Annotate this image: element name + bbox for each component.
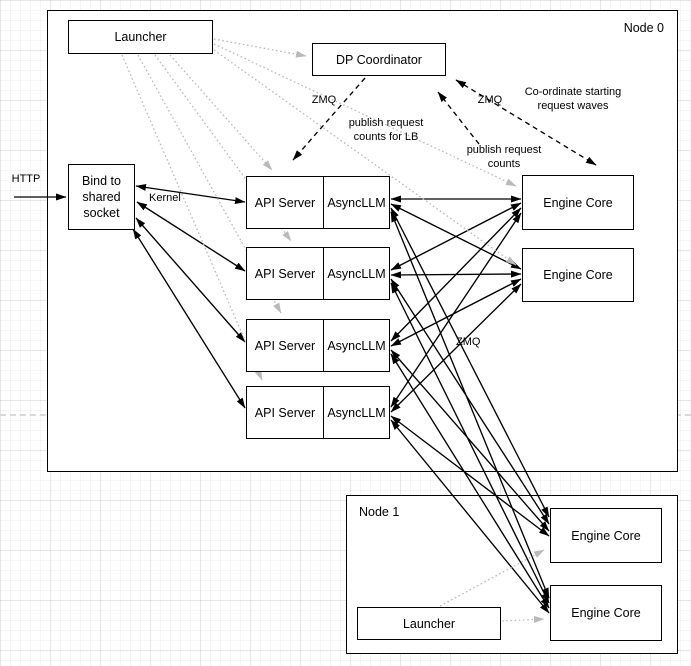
asyncllm-box (324, 387, 389, 438)
launcher-node1-label: Launcher (402, 616, 456, 631)
bind-shared-socket-label: Bind to shared socket (82, 174, 121, 220)
dp-coordinator-label: DP Coordinator (336, 52, 422, 67)
api-server-label: API Server (254, 266, 316, 281)
api-server-label: API Server (254, 405, 316, 420)
engine-core-label: Engine Core (543, 195, 613, 210)
engine-core-node1-1-box (550, 508, 662, 563)
api-server-box (247, 177, 324, 228)
dp-coordinator-box (312, 43, 446, 76)
api-server-box (247, 387, 324, 438)
asyncllm-label: AsyncLLM (327, 195, 386, 210)
asyncllm-label: AsyncLLM (327, 405, 386, 420)
asyncllm-box (324, 248, 389, 299)
zmq-label-mid: ZMQ (477, 94, 503, 106)
node0-label: Node 0 (623, 21, 664, 35)
asyncllm-box (324, 320, 389, 371)
api-server-box (247, 320, 324, 371)
api-server-row-2 (246, 247, 390, 300)
node1-label: Node 1 (359, 505, 400, 519)
engine-core-label: Engine Core (543, 268, 613, 282)
api-server-row-4 (246, 386, 390, 439)
zmq-label-mesh: ZMQ (456, 336, 481, 348)
engine-core-label: Engine Core (571, 528, 641, 543)
engine-core-node1-2-box (550, 585, 662, 641)
launcher-node0-label: Launcher (114, 30, 167, 44)
api-server-label: API Server (254, 195, 316, 210)
asyncllm-label: AsyncLLM (327, 338, 386, 353)
kernel-label: Kernel (149, 192, 181, 204)
asyncllm-label: AsyncLLM (327, 266, 386, 281)
asyncllm-box (324, 177, 389, 228)
http-label: HTTP (11, 173, 41, 185)
publish-request-counts-lb-label: publish request counts for LB (348, 117, 424, 143)
engine-core-label: Engine Core (571, 606, 641, 620)
engine-core-node0-1-box (522, 175, 634, 230)
publish-request-counts-label: publish request counts (466, 144, 542, 170)
bind-shared-socket-box (68, 164, 135, 230)
api-server-box (247, 248, 324, 299)
api-server-label: API Server (254, 338, 316, 353)
engine-core-node0-2-box (522, 248, 634, 302)
api-server-row-3 (246, 319, 390, 372)
launcher-node0-box (68, 20, 213, 54)
launcher-node1-box (357, 607, 501, 640)
zmq-label-left: ZMQ (311, 94, 337, 106)
coordinate-request-waves-label: Co-ordinate starting request waves (524, 86, 622, 112)
api-server-row-1 (246, 176, 390, 229)
